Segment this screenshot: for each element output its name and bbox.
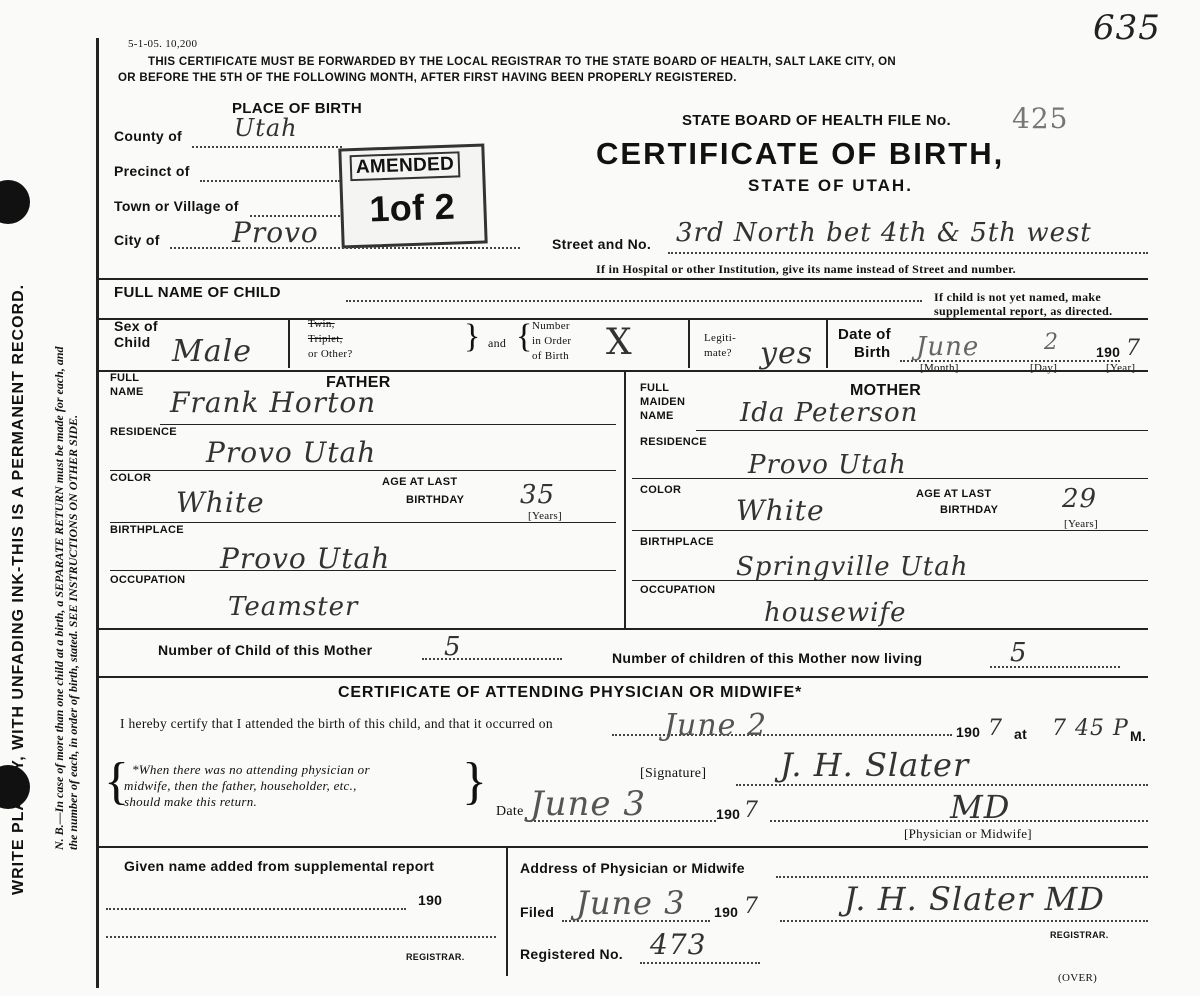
mother-age-label-2: BIRTHDAY xyxy=(940,504,999,516)
note-brace-left: { xyxy=(104,753,130,810)
birth-month: June xyxy=(916,332,980,362)
at-label: at xyxy=(1014,726,1028,742)
father-age-label-1: AGE AT LAST xyxy=(382,476,458,488)
triplet-option: Triplet, xyxy=(308,333,343,345)
physician-title-value: MD xyxy=(950,788,1011,826)
rule-above-physician xyxy=(96,676,1148,678)
filed-date-value: June 3 xyxy=(576,884,686,922)
legit-value: yes xyxy=(760,336,814,371)
brace-right: { xyxy=(516,318,533,355)
living-children-label: Number of children of this Mother now living xyxy=(612,650,923,666)
am-pm-suffix: M. xyxy=(1130,728,1147,744)
binding-hole-top xyxy=(0,180,30,224)
certificate-title: CERTIFICATE OF BIRTH, xyxy=(596,136,1005,171)
filed-year-prefix: 190 xyxy=(714,904,739,920)
filed-signature-value: J. H. Slater MD xyxy=(844,880,1105,918)
registered-number-line xyxy=(640,962,760,964)
sex-label-line-2: Child xyxy=(114,334,151,350)
father-name-line xyxy=(160,424,616,425)
physician-role-caption: [Physician or Midwife] xyxy=(904,826,1032,841)
registrar-left-label: REGISTRAR. xyxy=(406,952,465,962)
amended-stamp xyxy=(338,143,487,248)
county-value: Utah xyxy=(234,114,298,142)
month-caption: [Month] xyxy=(920,362,959,374)
mother-residence-line xyxy=(632,478,1148,479)
header-notice-line-2: OR BEFORE THE 5TH OF THE FOLLOWING MONTH, AFTER FIRST HAVING BEEN PROPERLY REGISTERED. xyxy=(118,72,737,84)
living-children-value: 5 xyxy=(1010,638,1028,668)
over-label: (OVER) xyxy=(1058,972,1098,984)
sex-label-line-1: Sex of xyxy=(114,318,158,334)
filed-year-value: 7 xyxy=(744,894,759,919)
legit-label-2: mate? xyxy=(704,347,732,359)
other-option: or Other? xyxy=(308,348,353,360)
father-age-value: 35 xyxy=(520,480,556,510)
child-number-value: 5 xyxy=(444,632,462,662)
registrar-right-label: REGISTRAR. xyxy=(1050,930,1109,940)
signature-line xyxy=(736,784,1148,786)
and-label: and xyxy=(488,336,507,350)
header-notice-line-1: THIS CERTIFICATE MUST BE FORWARDED BY THE LOCAL REGISTRAR TO THE STATE BOARD OF HEALTH, SALT LAKE CITY, ON xyxy=(148,56,896,68)
birth-year-prefix: 190 xyxy=(1096,344,1121,360)
father-color-value: White xyxy=(176,486,265,519)
father-color-label: COLOR xyxy=(110,472,152,484)
mother-name-line xyxy=(696,430,1148,431)
signature-label: [Signature] xyxy=(640,766,707,781)
child-number-label: Number of Child of this Mother xyxy=(158,642,373,658)
order-label-2: in Order xyxy=(532,335,572,347)
mother-years-caption: [Years] xyxy=(1064,518,1098,530)
father-age-label-2: BIRTHDAY xyxy=(406,494,465,506)
mother-birthplace-line xyxy=(632,580,1148,581)
child-name-line xyxy=(346,300,922,302)
father-heading: FATHER xyxy=(326,374,391,391)
stamp-amended-label: AMENDED xyxy=(350,151,461,181)
twin-option: Twin, xyxy=(308,318,335,330)
county-line xyxy=(192,146,342,148)
street-value: 3rd North bet 4th & 5th west xyxy=(676,218,1092,248)
precinct-label: Precinct of xyxy=(114,163,190,179)
town-label: Town or Village of xyxy=(114,198,239,214)
brace-left: } xyxy=(464,318,481,355)
physician-address-label: Address of Physician or Midwife xyxy=(520,860,745,876)
city-line xyxy=(170,247,520,249)
divider-order xyxy=(688,318,690,368)
city-value: Provo xyxy=(232,216,319,249)
divider-legit xyxy=(826,318,828,368)
mother-age-label-1: AGE AT LAST xyxy=(916,488,992,500)
occurred-year-prefix: 190 xyxy=(956,724,981,740)
mother-occupation-value: housewife xyxy=(764,598,907,628)
mother-residence-label: RESIDENCE xyxy=(640,436,707,448)
file-number-value: 425 xyxy=(1012,102,1069,135)
registered-number-label: Registered No. xyxy=(520,946,623,962)
parents-divider xyxy=(624,370,626,628)
order-label-3: of Birth xyxy=(532,350,569,362)
margin-note-1: N. B.—In case of more than one child at a birth, a SEPARATE RETURN must be made for each, and xyxy=(52,346,66,850)
birth-time-value: 7 45 P xyxy=(1052,716,1129,741)
occurred-date-line xyxy=(612,734,952,736)
physician-heading: CERTIFICATE OF ATTENDING PHYSICIAN OR MIDWIFE* xyxy=(338,684,803,701)
physician-address-line xyxy=(776,876,1148,878)
mother-birthplace-value: Springville Utah xyxy=(736,552,969,582)
given-name-label: Given name added from supplemental report xyxy=(124,858,435,874)
physician-note-2: midwife, then the father, householder, etc., xyxy=(124,778,357,793)
father-birthplace-line xyxy=(110,570,616,571)
certify-text: I hereby certify that I attended the birth of this child, and that it occurred on xyxy=(120,716,553,731)
filed-signature-line xyxy=(780,920,1148,922)
mother-heading: MOTHER xyxy=(850,382,922,399)
date-label-1: Date of xyxy=(838,326,891,343)
father-occupation-label: OCCUPATION xyxy=(110,574,186,586)
divider-sex xyxy=(288,318,290,368)
father-occupation-value: Teamster xyxy=(228,592,359,622)
sign-year-value: 7 xyxy=(744,798,759,823)
occurred-date-value: June 2 xyxy=(664,708,768,743)
father-full-label: FULL xyxy=(110,372,140,384)
form-code: 5-1-05. 10,200 xyxy=(128,38,198,50)
place-of-birth-heading: PLACE OF BIRTH xyxy=(232,100,363,117)
precinct-line xyxy=(200,180,340,182)
county-label: County of xyxy=(114,128,183,144)
father-residence-line xyxy=(110,470,616,471)
note-brace-right: } xyxy=(462,753,488,810)
street-line xyxy=(668,252,1148,254)
filed-label: Filed xyxy=(520,904,555,920)
day-caption: [Day] xyxy=(1030,362,1058,374)
birth-day: 2 xyxy=(1044,330,1059,355)
father-residence-label: RESIDENCE xyxy=(110,426,177,438)
order-label-1: Number xyxy=(532,320,570,332)
footer-divider xyxy=(506,846,508,976)
year-caption: [Year] xyxy=(1106,362,1136,374)
mother-name-label: NAME xyxy=(640,410,674,422)
father-residence-value: Provo Utah xyxy=(206,436,377,469)
mother-name-value: Ida Peterson xyxy=(740,398,919,428)
mother-occupation-label: OCCUPATION xyxy=(640,584,716,596)
margin-instruction: WRITE PLAINLY, WITH UNFADING INK-THIS IS A PERMANENT RECORD. xyxy=(10,283,27,895)
mother-color-line xyxy=(632,530,1148,531)
stamp-page-count: 1of 2 xyxy=(368,185,456,230)
order-value: X xyxy=(606,322,633,363)
sign-date-value: June 3 xyxy=(530,784,646,824)
rule-below-parents xyxy=(96,628,1148,630)
date-label-2: Birth xyxy=(854,344,891,361)
physician-note-1: *When there was no attending physician or xyxy=(132,762,370,777)
rule-above-parents xyxy=(96,370,1148,372)
hospital-note: If in Hospital or other Institution, give its name instead of Street and number. xyxy=(596,262,1016,276)
sign-date-label: Date xyxy=(496,804,524,819)
legit-label-1: Legiti- xyxy=(704,332,737,344)
rule-above-footer xyxy=(96,846,1148,848)
father-birthplace-label: BIRTHPLACE xyxy=(110,524,184,536)
physician-note-3: should make this return. xyxy=(124,794,258,809)
father-birthplace-value: Provo Utah xyxy=(220,542,391,575)
mother-birthplace-label: BIRTHPLACE xyxy=(640,536,714,548)
sign-year-prefix: 190 xyxy=(716,806,741,822)
occurred-year-value: 7 xyxy=(988,716,1003,741)
rule-above-name xyxy=(96,278,1148,280)
mother-maiden-label: MAIDEN xyxy=(640,396,686,408)
signature-value: J. H. Slater xyxy=(780,746,970,784)
city-label: City of xyxy=(114,232,160,248)
mother-age-value: 29 xyxy=(1062,484,1098,514)
mother-residence-value: Provo Utah xyxy=(748,450,907,480)
corner-number: 635 xyxy=(1093,8,1161,48)
mother-color-value: White xyxy=(736,494,825,527)
mother-full-label: FULL xyxy=(640,382,670,394)
given-name-line-2 xyxy=(106,936,496,938)
father-years-caption: [Years] xyxy=(528,510,562,522)
street-label: Street and No. xyxy=(552,236,652,252)
state-subtitle: STATE OF UTAH. xyxy=(748,176,913,195)
birth-year: 7 xyxy=(1126,336,1141,361)
file-number-label: STATE BOARD OF HEALTH FILE No. xyxy=(682,112,951,129)
margin-note-2: the number of each, in order of birth, stated. SEE INSTRUCTIONS ON OTHER SIDE. xyxy=(66,414,80,850)
father-name-value: Frank Horton xyxy=(170,386,377,419)
child-name-note-1: If child is not yet named, make xyxy=(934,290,1101,304)
father-color-line xyxy=(110,522,616,523)
mother-color-label: COLOR xyxy=(640,484,682,496)
child-number-line xyxy=(422,658,562,660)
given-name-year-prefix: 190 xyxy=(418,892,443,908)
father-name-label: NAME xyxy=(110,386,144,398)
registered-number-value: 473 xyxy=(650,928,707,961)
given-name-line-1 xyxy=(106,908,406,910)
child-name-note-2: supplemental report, as directed. xyxy=(934,304,1113,318)
child-name-label: FULL NAME OF CHILD xyxy=(114,284,281,301)
rule-above-sex xyxy=(96,318,1148,320)
sex-value: Male xyxy=(172,334,252,369)
